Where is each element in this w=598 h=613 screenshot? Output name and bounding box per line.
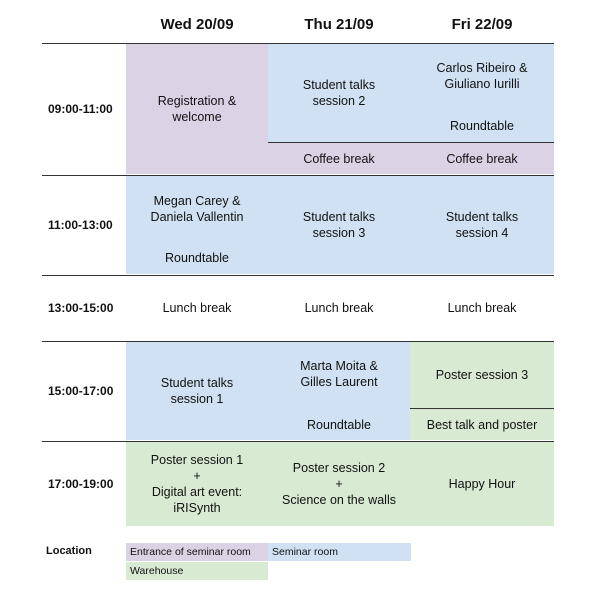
cell-thu-1500-roundtable: Roundtable <box>307 418 371 432</box>
time-label-1700: 17:00-19:00 <box>48 477 114 491</box>
row-divider-top <box>42 43 554 44</box>
day-header-fri: Fri 22/09 <box>451 16 513 33</box>
time-label-1300: 13:00-15:00 <box>48 301 114 315</box>
cell-thu-1100: Student talks session 3 <box>268 176 410 274</box>
cell-fri-0900-speakers: Carlos Ribeiro & Giuliano Iurilli <box>436 61 528 91</box>
row-divider-fri-best <box>410 408 554 409</box>
cell-wed-1100-speakers: Megan Carey & Daniela Vallentin <box>150 194 244 224</box>
time-label-1100: 11:00-13:00 <box>48 218 113 232</box>
cell-thu-coffee: Coffee break <box>268 143 410 174</box>
row-divider-1700 <box>42 441 554 442</box>
cell-fri-1500: Poster session 3 <box>410 342 554 408</box>
cell-wed-0900: Registration & welcome <box>126 44 268 174</box>
time-label-1500: 15:00-17:00 <box>48 384 114 398</box>
day-header-thu: Thu 21/09 <box>304 16 374 33</box>
legend-warehouse: Warehouse <box>126 562 268 580</box>
row-divider-1300 <box>42 275 554 276</box>
time-label-0900: 09:00-11:00 <box>48 102 113 116</box>
row-divider-1500 <box>42 341 554 342</box>
legend-entrance: Entrance of seminar room <box>126 543 268 561</box>
cell-wed-1100-roundtable: Roundtable <box>165 251 229 265</box>
cell-fri-coffee: Coffee break <box>410 143 554 174</box>
row-divider-1100 <box>42 175 554 176</box>
cell-thu-0900: Student talks session 2 <box>268 44 410 142</box>
cell-wed-1700: Poster session 1 + Digital art event: iRISynth <box>126 442 268 526</box>
cell-fri-0900-roundtable: Roundtable <box>450 119 514 133</box>
cell-fri-1700: Happy Hour <box>410 442 554 526</box>
cell-wed-1300: Lunch break <box>162 301 232 315</box>
cell-fri-best-talk: Best talk and poster <box>410 409 554 440</box>
legend-title: Location <box>46 545 92 557</box>
legend-seminar-room: Seminar room <box>268 543 411 561</box>
cell-thu-1300: Lunch break <box>304 301 374 315</box>
cell-fri-1100: Student talks session 4 <box>410 176 554 274</box>
cell-wed-1500: Student talks session 1 <box>126 342 268 440</box>
cell-thu-1500-speakers: Marta Moita & Gilles Laurent <box>300 359 378 389</box>
cell-fri-1300: Lunch break <box>447 301 517 315</box>
day-header-wed: Wed 20/09 <box>160 16 234 33</box>
row-divider-thu-fri-coffee <box>268 142 554 143</box>
cell-thu-1700: Poster session 2 + Science on the walls <box>268 442 410 526</box>
